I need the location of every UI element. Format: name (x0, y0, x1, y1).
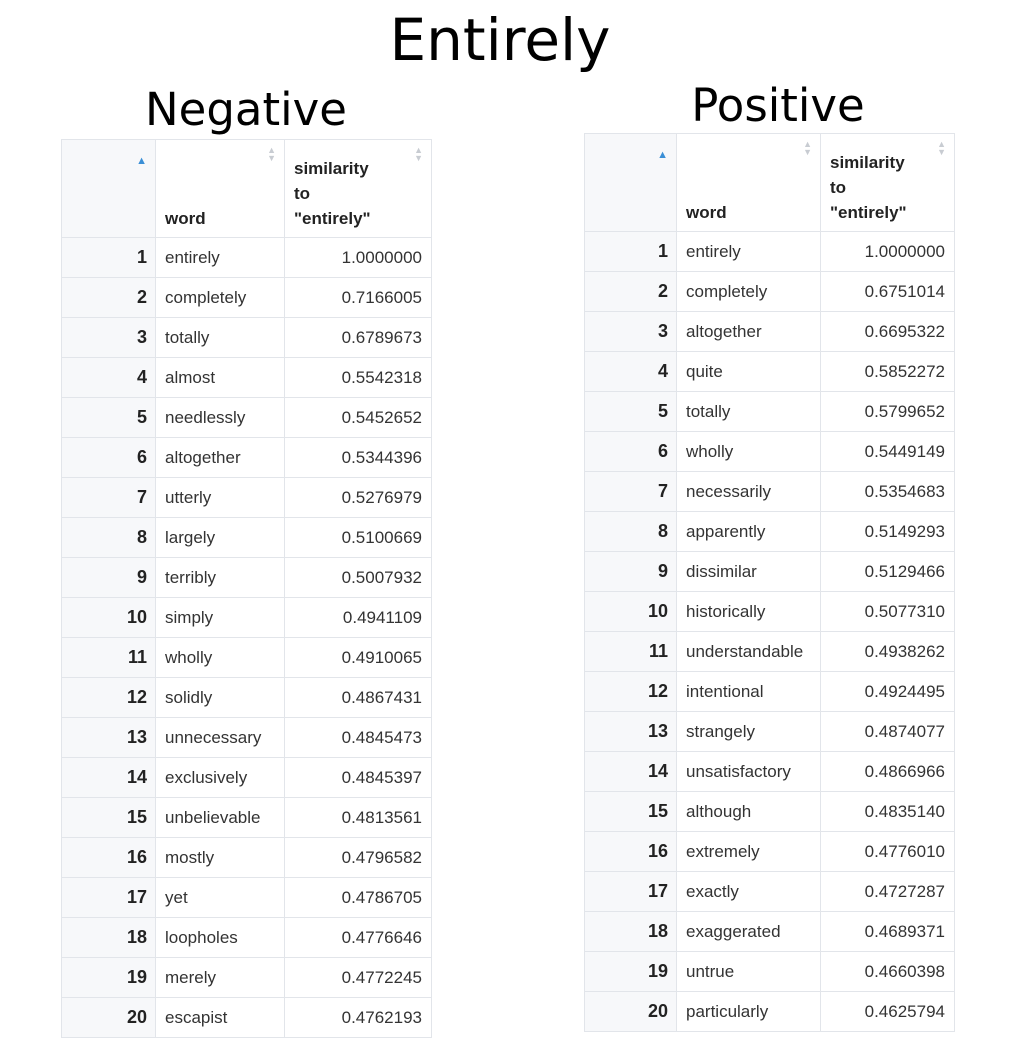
row-word: yet (156, 878, 285, 918)
row-word: altogether (677, 312, 821, 352)
row-word: wholly (677, 432, 821, 472)
negative-title: Negative (145, 83, 347, 136)
row-similarity: 0.6751014 (821, 272, 955, 312)
table-header-row (62, 140, 432, 238)
row-index: 18 (585, 912, 677, 952)
row-word: utterly (156, 478, 285, 518)
similarity-header-label-line: to (294, 184, 311, 203)
table-row[interactable] (585, 952, 955, 992)
similarity-header-label-line: "entirely" (830, 203, 907, 222)
negative-table-panel (61, 139, 432, 1038)
row-similarity: 0.4776010 (821, 832, 955, 872)
table-row[interactable] (585, 712, 955, 752)
row-index: 4 (62, 358, 156, 398)
table-row[interactable] (62, 718, 432, 758)
row-similarity: 0.5344396 (285, 438, 432, 478)
row-similarity: 0.7166005 (285, 278, 432, 318)
main-title: Entirely (389, 6, 611, 74)
row-similarity: 0.5129466 (821, 552, 955, 592)
row-word: merely (156, 958, 285, 998)
table-row[interactable] (62, 638, 432, 678)
row-similarity: 0.4689371 (821, 912, 955, 952)
row-index: 7 (62, 478, 156, 518)
sort-both-icon[interactable]: ▲ ▼ (937, 139, 946, 157)
row-index: 5 (585, 392, 677, 432)
row-word: totally (677, 392, 821, 432)
row-similarity: 0.6789673 (285, 318, 432, 358)
row-word: quite (677, 352, 821, 392)
similarity-header-label-line: similarity (294, 159, 369, 178)
row-word: largely (156, 518, 285, 558)
row-index: 9 (62, 558, 156, 598)
row-word: needlessly (156, 398, 285, 438)
table-row[interactable] (585, 312, 955, 352)
table-row[interactable] (585, 752, 955, 792)
row-similarity: 0.5149293 (821, 512, 955, 552)
row-word: mostly (156, 838, 285, 878)
row-word: necessarily (677, 472, 821, 512)
row-word: terribly (156, 558, 285, 598)
row-word: exaggerated (677, 912, 821, 952)
table-row[interactable] (62, 358, 432, 398)
sort-both-icon[interactable]: ▲ ▼ (267, 145, 276, 163)
row-word: escapist (156, 998, 285, 1038)
table-row[interactable] (585, 232, 955, 272)
row-word: strangely (677, 712, 821, 752)
table-row[interactable] (62, 238, 432, 278)
index-column-header[interactable] (62, 140, 156, 238)
row-index: 1 (585, 232, 677, 272)
table-row[interactable] (585, 352, 955, 392)
row-word: historically (677, 592, 821, 632)
row-similarity: 0.4938262 (821, 632, 955, 672)
table-row[interactable] (585, 512, 955, 552)
similarity-header-label-line: to (830, 178, 847, 197)
row-index: 6 (585, 432, 677, 472)
row-index: 2 (585, 272, 677, 312)
row-similarity: 0.4776646 (285, 918, 432, 958)
row-similarity: 0.4867431 (285, 678, 432, 718)
row-word: entirely (677, 232, 821, 272)
row-similarity: 0.4924495 (821, 672, 955, 712)
table-row[interactable] (585, 992, 955, 1032)
sort-ascending-icon[interactable]: ▲ (136, 155, 147, 167)
row-index: 19 (585, 952, 677, 992)
row-similarity: 0.4660398 (821, 952, 955, 992)
row-similarity: 0.5452652 (285, 398, 432, 438)
row-similarity: 1.0000000 (821, 232, 955, 272)
row-word: loopholes (156, 918, 285, 958)
table-row[interactable] (585, 792, 955, 832)
row-similarity: 0.4762193 (285, 998, 432, 1038)
row-index: 11 (62, 638, 156, 678)
row-word: understandable (677, 632, 821, 672)
index-column-header[interactable] (585, 134, 677, 232)
similarity-column-header[interactable] (285, 140, 432, 238)
row-word: apparently (677, 512, 821, 552)
row-word: although (677, 792, 821, 832)
row-similarity: 0.4625794 (821, 992, 955, 1032)
row-index: 20 (585, 992, 677, 1032)
row-index: 3 (585, 312, 677, 352)
table-row[interactable] (585, 912, 955, 952)
row-index: 8 (585, 512, 677, 552)
row-index: 8 (62, 518, 156, 558)
table-row[interactable] (62, 918, 432, 958)
row-similarity: 1.0000000 (285, 238, 432, 278)
row-index: 18 (62, 918, 156, 958)
row-index: 20 (62, 998, 156, 1038)
table-row[interactable] (62, 278, 432, 318)
table-row[interactable] (62, 838, 432, 878)
row-index: 2 (62, 278, 156, 318)
table-row[interactable] (585, 872, 955, 912)
row-index: 13 (585, 712, 677, 752)
table-row[interactable] (62, 558, 432, 598)
table-row[interactable] (585, 592, 955, 632)
positive-table-body (585, 232, 955, 1032)
table-row[interactable] (62, 518, 432, 558)
similarity-column-header[interactable] (821, 134, 955, 232)
row-similarity: 0.4941109 (285, 598, 432, 638)
row-word: particularly (677, 992, 821, 1032)
row-word: unsatisfactory (677, 752, 821, 792)
row-word: exclusively (156, 758, 285, 798)
row-index: 12 (585, 672, 677, 712)
row-index: 6 (62, 438, 156, 478)
row-similarity: 0.4845473 (285, 718, 432, 758)
row-index: 13 (62, 718, 156, 758)
row-index: 5 (62, 398, 156, 438)
word-header-label: word (165, 209, 206, 228)
row-index: 15 (585, 792, 677, 832)
word-column-header[interactable] (677, 134, 821, 232)
table-row[interactable] (62, 318, 432, 358)
row-word: untrue (677, 952, 821, 992)
row-index: 3 (62, 318, 156, 358)
row-similarity: 0.4910065 (285, 638, 432, 678)
row-index: 16 (62, 838, 156, 878)
row-index: 7 (585, 472, 677, 512)
row-index: 16 (585, 832, 677, 872)
row-similarity: 0.4835140 (821, 792, 955, 832)
row-index: 17 (585, 872, 677, 912)
table-row[interactable] (585, 392, 955, 432)
table-header-row (585, 134, 955, 232)
row-index: 15 (62, 798, 156, 838)
similarity-header-label-line: similarity (830, 153, 905, 172)
table-row[interactable] (585, 472, 955, 512)
row-similarity: 0.5799652 (821, 392, 955, 432)
row-word: totally (156, 318, 285, 358)
row-index: 19 (62, 958, 156, 998)
row-word: simply (156, 598, 285, 638)
row-similarity: 0.5077310 (821, 592, 955, 632)
row-similarity: 0.5100669 (285, 518, 432, 558)
row-word: completely (156, 278, 285, 318)
table-row[interactable] (62, 758, 432, 798)
word-column-header[interactable] (156, 140, 285, 238)
row-similarity: 0.5852272 (821, 352, 955, 392)
row-index: 1 (62, 238, 156, 278)
table-row[interactable] (62, 798, 432, 838)
row-index: 4 (585, 352, 677, 392)
row-similarity: 0.4845397 (285, 758, 432, 798)
row-index: 10 (62, 598, 156, 638)
row-similarity: 0.4786705 (285, 878, 432, 918)
row-word: exactly (677, 872, 821, 912)
table-row[interactable] (62, 958, 432, 998)
table-row[interactable] (585, 632, 955, 672)
table-row[interactable] (62, 478, 432, 518)
row-similarity: 0.4874077 (821, 712, 955, 752)
sort-both-icon[interactable]: ▲ ▼ (414, 145, 423, 163)
sort-both-icon[interactable]: ▲ ▼ (803, 139, 812, 157)
row-similarity: 0.4727287 (821, 872, 955, 912)
table-row[interactable] (585, 672, 955, 712)
table-row[interactable] (62, 598, 432, 638)
table-row[interactable] (585, 832, 955, 872)
positive-title: Positive (691, 79, 865, 132)
row-index: 10 (585, 592, 677, 632)
row-word: unnecessary (156, 718, 285, 758)
row-word: extremely (677, 832, 821, 872)
row-similarity: 0.5007932 (285, 558, 432, 598)
row-index: 14 (62, 758, 156, 798)
row-word: entirely (156, 238, 285, 278)
table-row[interactable] (62, 438, 432, 478)
row-word: completely (677, 272, 821, 312)
row-word: altogether (156, 438, 285, 478)
positive-table (584, 133, 955, 1032)
row-similarity: 0.5542318 (285, 358, 432, 398)
row-word: wholly (156, 638, 285, 678)
row-similarity: 0.6695322 (821, 312, 955, 352)
table-row[interactable] (585, 272, 955, 312)
word-header-label: word (686, 203, 727, 222)
row-similarity: 0.4772245 (285, 958, 432, 998)
row-similarity: 0.5354683 (821, 472, 955, 512)
positive-table-panel (584, 133, 955, 1032)
table-row[interactable] (585, 432, 955, 472)
row-index: 17 (62, 878, 156, 918)
sort-ascending-icon[interactable]: ▲ (657, 149, 668, 161)
row-word: almost (156, 358, 285, 398)
similarity-header-label-line: "entirely" (294, 209, 371, 228)
table-row[interactable] (62, 678, 432, 718)
row-word: unbelievable (156, 798, 285, 838)
negative-table-body (62, 238, 432, 1038)
table-row[interactable] (62, 998, 432, 1038)
row-similarity: 0.4866966 (821, 752, 955, 792)
table-row[interactable] (62, 398, 432, 438)
row-similarity: 0.4813561 (285, 798, 432, 838)
row-word: solidly (156, 678, 285, 718)
row-index: 11 (585, 632, 677, 672)
row-similarity: 0.4796582 (285, 838, 432, 878)
row-similarity: 0.5449149 (821, 432, 955, 472)
row-word: intentional (677, 672, 821, 712)
table-row[interactable] (62, 878, 432, 918)
row-index: 12 (62, 678, 156, 718)
negative-table (61, 139, 432, 1038)
row-index: 14 (585, 752, 677, 792)
row-index: 9 (585, 552, 677, 592)
table-row[interactable] (585, 552, 955, 592)
row-word: dissimilar (677, 552, 821, 592)
row-similarity: 0.5276979 (285, 478, 432, 518)
